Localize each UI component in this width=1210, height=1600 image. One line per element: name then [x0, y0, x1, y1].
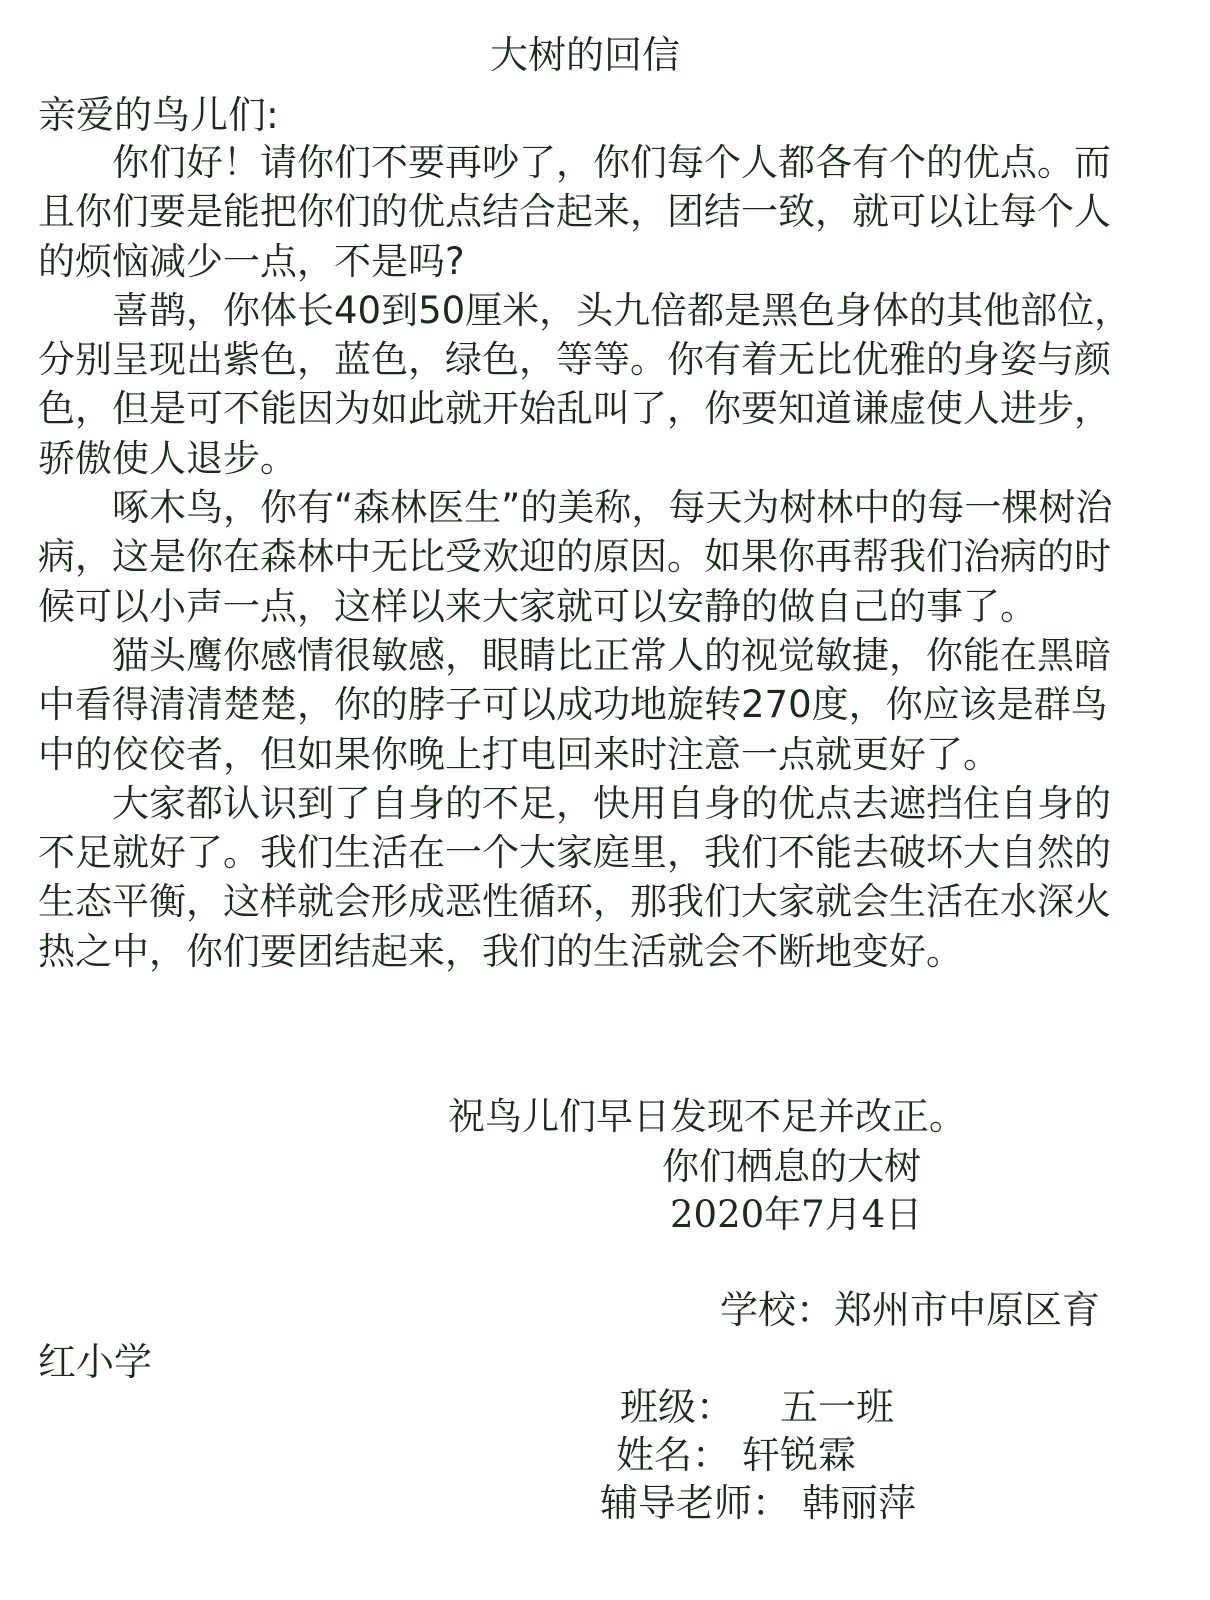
paragraph-owl: 猫头鹰你感情很敏感，眼睛比正常人的视觉敏捷，你能在黑暗中看得清清楚楚，你的脖子可以成功地旋转270度，你应该是群鸟中的佼佼者，但如果你晚上打电回来时注意一点就更好了。	[38, 633, 1111, 776]
teacher-value: 韩丽萍	[802, 1481, 917, 1525]
paragraph-woodpecker: 啄木鸟，你有“森林医生”的美称，每天为树林中的每一棵树治病，这是你在森林中无比受欢迎的原因。如果你再帮我们治病的时候可以小声一点，这样以来大家就可以安静的做自己的事了。	[38, 486, 1113, 628]
class-line	[620, 1382, 894, 1432]
name-value: 轩锐霖	[742, 1433, 857, 1477]
school-line	[38, 1284, 1132, 1388]
name-label: 姓名：	[616, 1433, 731, 1477]
school-value: 郑州市中原区育红小学	[38, 1288, 1101, 1384]
letter-title: 大树的回信	[489, 33, 680, 77]
letter-salutation: 亲爱的鸟儿们:	[38, 93, 279, 137]
class-label: 班级：	[620, 1385, 735, 1429]
letter-date: 2020年7月4日	[670, 1193, 923, 1236]
teacher-label: 辅导老师：	[600, 1481, 791, 1525]
teacher-line	[600, 1478, 916, 1528]
paragraph-magpie: 喜鹊，你体长40到50厘米，头九倍都是黑色身体的其他部位，分别呈现出紫色，蓝色，绿色，等等。你有着无比优雅的身姿与颜色，但是可不能因为如此就开始乱叫了，你要知道谦虚使人进步，骄傲使人退步。	[38, 288, 1132, 480]
school-label: 学校：	[720, 1288, 835, 1332]
paragraph-conclusion: 大家都认识到了自身的不足，快用自身的优点去遮挡住自身的不足就好了。我们生活在一个大家庭里，我们不能去破坏大自然的生态平衡，这样就会形成恶性循环，那我们大家就会生活在水深火热之中，你们要团结起来，我们的生活就会不断地变好。	[38, 781, 1111, 973]
class-value: 五一班	[780, 1385, 895, 1429]
paragraph-greeting: 你们好！请你们不要再吵了，你们每个人都各有个的优点。而且你们要是能把你们的优点结合起来，团结一致，就可以让每个人的烦恼减少一点，不是吗?	[38, 141, 1111, 283]
letter-closing: 祝鸟儿们早日发现不足并改正。	[448, 1095, 966, 1138]
name-line	[616, 1430, 856, 1480]
letter-body	[38, 138, 1132, 976]
letter-signature: 你们栖息的大树	[662, 1145, 921, 1188]
